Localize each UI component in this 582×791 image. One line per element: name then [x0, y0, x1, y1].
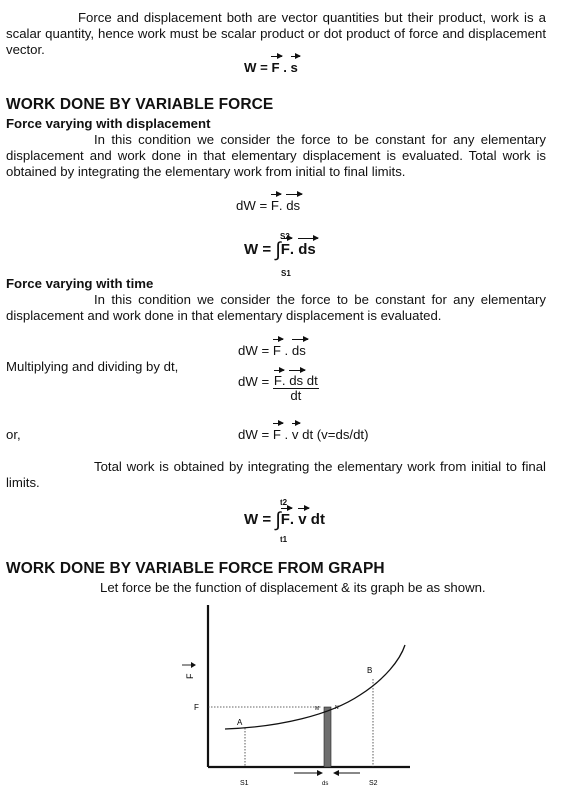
subheading-force-time: Force varying with time [6, 276, 154, 291]
vector-v: v [291, 427, 299, 442]
integral-lower-limit: t1 [280, 535, 288, 544]
point-b-label: B [367, 666, 373, 675]
force-displacement-graph [160, 595, 420, 791]
integral-upper-limit: S2 [280, 232, 290, 241]
paragraph-force-time [6, 292, 546, 324]
point-m-label: M [315, 706, 320, 712]
vector-f: F [272, 427, 281, 442]
vector-f: F [273, 373, 282, 388]
ds-label: ds [322, 781, 329, 787]
eq-lhs: W = [244, 241, 276, 258]
multiply-divide-text: Multiplying and dividing by dt, [6, 359, 179, 374]
para-text: Total work is obtained by integrating the elementary work from initial to final limits. [6, 459, 546, 490]
ds-arrowhead-left [333, 770, 339, 776]
dt-denominator: dt [290, 388, 302, 403]
eq-dot: . [281, 373, 290, 388]
eq-dot: . [289, 241, 299, 258]
fraction [273, 374, 319, 403]
vector-ds: ds [286, 198, 301, 213]
integral-sign: ∫ [275, 239, 281, 261]
intro-text: Force and displacement both are vector quantities but their product, work is a scalar quantity, hence work must be scalar product or dot product of force and displacement vector. [6, 10, 546, 57]
vector-f: F [270, 198, 279, 213]
integral-sign: ∫ [275, 509, 281, 531]
graph-intro-text: Let force be the function of displacement & its graph be as shown. [100, 580, 486, 595]
force-curve [225, 645, 405, 729]
ds-arrowhead-right [317, 770, 323, 776]
point-a-label: A [237, 718, 243, 727]
y-axis-label: F [185, 673, 195, 679]
vector-ds: ds [289, 373, 304, 388]
eq-lhs: dW = [238, 343, 273, 358]
eq-lhs: dW = [236, 198, 271, 213]
vector-f: F [272, 343, 281, 358]
eq-lhs: dW = [238, 427, 273, 442]
paragraph-total-work [6, 459, 546, 491]
ds-strip [324, 707, 331, 767]
eq-dot: . [278, 198, 287, 213]
eq-rest: dt (v=ds/dt) [298, 427, 369, 442]
equation-dw-fraction [238, 374, 319, 403]
para-text: In this condition we consider the force to be constant for any elementary displacement and work done in that elementary displacement is evaluated. [6, 292, 546, 323]
s1-label: S1 [240, 780, 249, 787]
eq-dot: . [289, 511, 299, 528]
s2-label: S2 [369, 780, 378, 787]
f-vector-arrowhead [191, 662, 196, 668]
vector-f: F [280, 241, 290, 258]
equation-dw-f-ds-2 [238, 343, 306, 359]
eq-dot: . [279, 60, 291, 75]
point-n-label: N [335, 705, 339, 711]
paragraph-force-displacement [6, 132, 546, 180]
vector-f: F [271, 60, 280, 75]
dt-numerator: dt [303, 373, 318, 388]
vector-ds: ds [291, 343, 306, 358]
subheading-force-displacement: Force varying with displacement [6, 116, 211, 131]
para-text: In this condition we consider the force to be constant for any elementary displacement and work done in that elementary displacement is evaluated. Total work is obtained by integrating the elementary work from initial to final limits. [6, 132, 546, 179]
intro-paragraph [6, 10, 546, 58]
equation-dw-f-v-dt [238, 427, 368, 443]
integral-upper-limit: t2 [280, 498, 288, 507]
equation-work-dot-product [244, 60, 298, 76]
vector-s: s [290, 60, 298, 75]
eq-lhs: dW = [238, 374, 273, 389]
integral-lower-limit: S1 [281, 269, 291, 278]
eq-dot: . [280, 343, 292, 358]
eq-lhs: W = [244, 60, 272, 75]
vector-f: F [280, 511, 290, 528]
section-heading-variable-force: WORK DONE BY VARIABLE FORCE [6, 96, 274, 113]
f-level-label: F [194, 703, 199, 712]
eq-lhs: W = [244, 511, 276, 528]
equation-w-integral-v-dt [244, 509, 325, 531]
section-heading-graph: WORK DONE BY VARIABLE FORCE FROM GRAPH [6, 560, 385, 577]
vector-v: v [298, 511, 307, 528]
or-text: or, [6, 427, 21, 442]
equation-dw-f-ds [236, 198, 300, 214]
eq-dot: . [280, 427, 292, 442]
vector-ds: ds [298, 241, 316, 258]
eq-rest: dt [306, 511, 325, 528]
